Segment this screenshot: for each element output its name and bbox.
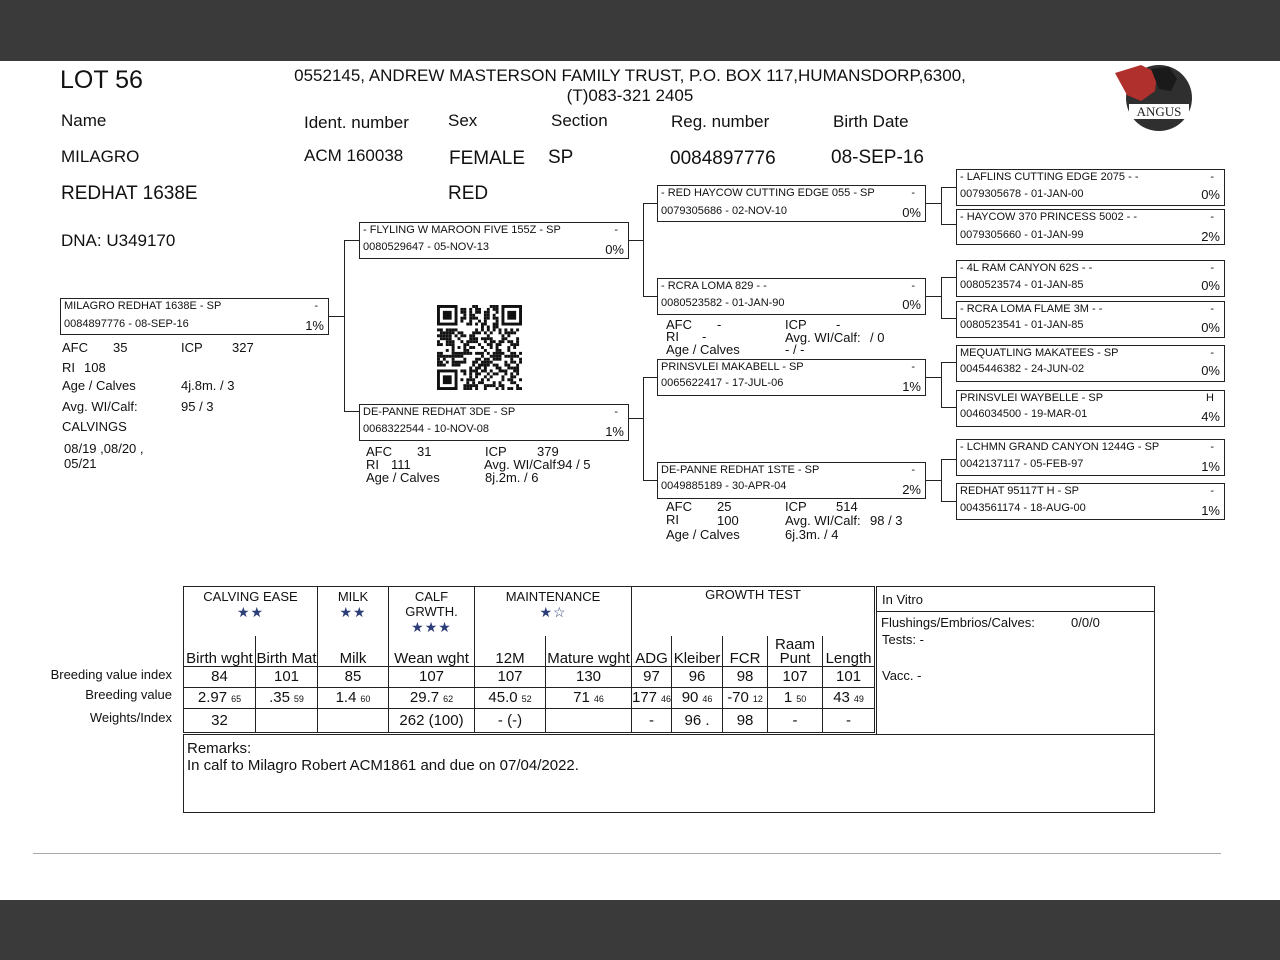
pedigree-ggp-3	[956, 260, 1225, 297]
bv-cell-text: 43	[833, 689, 850, 706]
gp-dash: -	[911, 280, 915, 292]
line	[926, 377, 941, 378]
line	[643, 296, 657, 297]
animal-dna: DNA: U349170	[61, 231, 176, 250]
bv-cell-text: Mature wght	[547, 649, 630, 667]
bv-cell	[672, 708, 723, 732]
logo-text: ANGUS	[1136, 104, 1182, 119]
gp-name: PRINSVLEI MAKABELL - SP	[661, 361, 804, 373]
milk-stars-icon: ★★	[339, 604, 367, 620]
gp2-icp: -	[836, 317, 841, 332]
dam-name: DE-PANNE REDHAT 3DE - SP	[363, 406, 516, 418]
bv-cell	[318, 687, 389, 708]
calving-stars-icon: ★★	[236, 604, 265, 620]
gp-reg: 0079305686 - 02-NOV-10	[661, 205, 787, 217]
bv-accuracy: 49	[853, 694, 864, 704]
group-maint-label: MAINTENANCE	[505, 589, 601, 604]
line	[643, 203, 657, 204]
label-sex: Sex	[448, 111, 478, 130]
bv-cell	[632, 636, 672, 666]
group-milk	[318, 587, 389, 637]
bv-cell	[256, 687, 318, 708]
ggp-dash: -	[1210, 303, 1214, 315]
dam-dash: -	[614, 406, 618, 418]
bv-cell-text: ADG	[635, 649, 668, 667]
bv-cell-text: 96 .	[684, 711, 710, 729]
bv-cell-text: 107	[782, 668, 808, 685]
sire-reg: 0080529647 - 05-NOV-13	[363, 241, 489, 253]
bv-cell-text: .35	[269, 689, 290, 706]
group-calving-label: CALVING EASE	[203, 589, 298, 604]
bv-cell	[256, 636, 318, 666]
label-section: Section	[551, 111, 608, 130]
owner-line-1: 0552145, ANDREW MASTERSON FAMILY TRUST, P.O. BOX 117,HUMANSDORP,6300,	[294, 66, 966, 85]
gp4-afc: 25	[717, 499, 732, 514]
dam-age: 8j.2m. / 6	[485, 470, 539, 485]
bottom-bar	[0, 900, 1280, 960]
ggp-pct: 0%	[1201, 363, 1220, 378]
bv-cell	[546, 636, 632, 666]
bv-cell	[256, 666, 318, 687]
pedigree-ggp-8	[956, 483, 1225, 520]
animal-section: SP	[548, 147, 574, 168]
tests-value: Tests: -	[882, 632, 924, 647]
bv-cell	[184, 666, 256, 687]
animal-colour: RED	[448, 183, 489, 204]
bv-cell	[768, 708, 823, 732]
gp4-avg-label: Avg. WI/Calf:	[785, 513, 861, 528]
subject-afc: 35	[113, 340, 128, 355]
bv-cell-text: 84	[211, 668, 228, 685]
gp2-afc-label: AFC	[666, 317, 692, 332]
label-ident: Ident. number	[304, 113, 409, 132]
gp-pct: 0%	[902, 297, 921, 312]
animal-birth: 08-SEP-16	[831, 147, 924, 168]
line	[941, 277, 942, 319]
bv-cell	[768, 666, 823, 687]
bv-accuracy: 52	[521, 694, 532, 704]
bv-cell-text: 71	[573, 689, 590, 706]
bv-cell-text: Wean wght	[394, 649, 469, 667]
gp2-icp-label: ICP	[785, 317, 807, 332]
gp-pct: 1%	[902, 379, 921, 394]
ggp-pct: 4%	[1201, 409, 1220, 424]
ggp-name: MEQUATLING MAKATEES - SP	[960, 347, 1119, 359]
gp-pct: 0%	[902, 205, 921, 220]
line	[941, 407, 956, 408]
animal-name-2: REDHAT 1638E	[61, 183, 198, 204]
line	[643, 480, 657, 481]
bv-cell	[475, 636, 546, 666]
subject-calvings-1: 08/19 ,08/20 ,	[64, 441, 144, 456]
ggp-pct: 0%	[1201, 320, 1220, 335]
line	[941, 187, 956, 188]
ggp-dash: -	[1210, 211, 1214, 223]
qr-code-icon	[436, 305, 523, 390]
pedigree-gp-3	[657, 359, 926, 396]
bv-cell-text: FCR	[729, 649, 761, 667]
remarks-box	[183, 734, 1155, 813]
bv-accuracy: 65	[231, 694, 242, 704]
line	[926, 203, 941, 204]
ggp-name: - 4L RAM CANYON 62S - -	[960, 262, 1093, 274]
gp4-afc-label: AFC	[666, 499, 692, 514]
bv-cell	[823, 687, 875, 708]
pedigree-gp-4	[657, 462, 926, 499]
bv-cell	[184, 636, 256, 666]
ggp-pct: 2%	[1201, 229, 1220, 244]
dam-age-label: Age / Calves	[366, 470, 440, 485]
gp4-avg: 98 / 3	[870, 513, 903, 528]
line	[643, 377, 644, 481]
dam-avg: 94 / 5	[558, 457, 591, 472]
bv-cell	[546, 687, 632, 708]
gp-pct: 2%	[902, 482, 921, 497]
bv-cell	[768, 636, 823, 666]
flush-label: Flushings/Embrios/Calves:	[881, 615, 1035, 630]
line	[941, 459, 942, 502]
gp-reg: 0065622417 - 17-JUL-06	[661, 377, 784, 389]
pedigree-gp-1	[657, 185, 926, 222]
bv-cell	[546, 666, 632, 687]
gp-dash: -	[911, 187, 915, 199]
line	[941, 362, 956, 363]
bv-accuracy: 62	[443, 694, 454, 704]
ggp-reg: 0079305660 - 01-JAN-99	[960, 229, 1084, 241]
bv-cell-text: 98	[736, 711, 754, 729]
label-birth: Birth Date	[833, 112, 909, 131]
subject-icp: 327	[232, 340, 254, 355]
bv-cell-text: -	[649, 711, 655, 729]
bv-cell	[184, 708, 256, 732]
bv-accuracy: 59	[293, 694, 304, 704]
bv-accuracy: 46	[702, 694, 713, 704]
bv-cell	[723, 687, 768, 708]
bv-cell-text: Length	[825, 649, 872, 667]
ggp-name: REDHAT 95117T H - SP	[960, 485, 1080, 497]
group-milk-label: MILK	[337, 589, 369, 604]
bv-cell-text: 130	[575, 668, 602, 685]
bv-cell-text: Milk	[339, 649, 367, 667]
bv-cell-text: 177	[632, 689, 658, 706]
gp-name: - RED HAYCOW CUTTING EDGE 055 - SP	[661, 187, 875, 199]
dam-ri: 111	[391, 457, 411, 472]
bv-cell	[475, 708, 546, 732]
pedigree-ggp-2	[956, 209, 1225, 245]
bv-cell	[632, 666, 672, 687]
gp-reg: 0080523582 - 01-JAN-90	[661, 297, 785, 309]
line	[941, 362, 942, 408]
bv-cell	[632, 687, 672, 708]
bv-cell-text: 90	[681, 689, 699, 706]
animal-name-1: MILAGRO	[61, 147, 140, 166]
subject-avg: 95 / 3	[181, 399, 214, 414]
row-label-weights: Weights/Index	[89, 710, 172, 725]
ggp-name: - LCHMN GRAND CANYON 1244G - SP	[960, 441, 1160, 453]
row-label-index: Breeding value index	[50, 667, 172, 682]
bv-cell	[723, 666, 768, 687]
gp4-icp-label: ICP	[785, 499, 807, 514]
subject-dash: -	[314, 300, 318, 312]
maint-stars-icon: ★☆	[539, 604, 567, 620]
bv-cell	[184, 687, 256, 708]
bv-cell-text: 96	[688, 668, 706, 685]
line	[344, 411, 359, 412]
bv-cell-text: 97	[643, 668, 660, 685]
dam-icp-label: ICP	[485, 444, 507, 459]
gp2-age: - / -	[785, 342, 805, 357]
gp2-afc: -	[717, 317, 722, 332]
group-calf	[389, 587, 475, 637]
top-bar	[0, 0, 1280, 61]
ggp-pct: 1%	[1201, 503, 1220, 518]
bv-cell	[768, 687, 823, 708]
ggp-name: PRINSVLEI WAYBELLE - SP	[960, 392, 1104, 404]
line	[344, 240, 359, 241]
bv-cell-text: 98	[736, 668, 754, 685]
bv-cell	[672, 636, 723, 666]
ggp-dash: -	[1210, 441, 1214, 453]
bv-cell	[389, 636, 475, 666]
line	[629, 240, 643, 241]
sire-dash: -	[614, 224, 618, 236]
dam-afc: 31	[417, 444, 432, 459]
bv-cell-text: 12M	[495, 649, 525, 667]
dam-reg: 0068322544 - 10-NOV-08	[363, 423, 489, 435]
bv-cell-text: 101	[836, 668, 862, 685]
group-calf-label: CALF GRWTH.	[405, 589, 458, 619]
ggp-reg: 0045446382 - 24-JUN-02	[960, 363, 1085, 375]
ggp-reg: 0079305678 - 01-JAN-00	[960, 188, 1084, 200]
bv-cell-text: 262 (100)	[399, 711, 464, 729]
ggp-pct: 0%	[1201, 187, 1220, 202]
bv-accuracy: 46	[661, 694, 672, 704]
line	[941, 501, 956, 502]
subject-age: 4j.8m. / 3	[181, 378, 235, 393]
subject-ri: 108	[84, 360, 106, 375]
vacc-value: Vacc. -	[882, 668, 922, 683]
pedigree-ggp-6	[956, 390, 1225, 427]
bv-accuracy: 60	[360, 694, 371, 704]
bv-cell-text: -	[846, 711, 852, 729]
ggp-dash: -	[1210, 485, 1214, 497]
pedigree-ggp-7	[956, 439, 1225, 476]
line	[329, 316, 344, 317]
gp2-ri-label: RI	[666, 329, 679, 344]
divider	[33, 853, 1221, 854]
gp2-avg-label: Avg. WI/Calf:	[785, 330, 861, 345]
invitro-label: In Vitro	[882, 592, 923, 607]
invitro-header	[876, 586, 1155, 612]
bv-cell	[389, 708, 475, 732]
bv-cell-text: 45.0	[488, 689, 518, 706]
line	[941, 277, 956, 278]
pedigree-ggp-1	[956, 169, 1225, 206]
label-reg: Reg. number	[671, 112, 770, 131]
bv-cell-text: 2.97	[197, 689, 228, 706]
gp-dash: -	[911, 361, 915, 373]
label-name: Name	[61, 111, 107, 130]
bv-cell	[672, 666, 723, 687]
line	[941, 224, 956, 225]
gp4-age: 6j.3m. / 4	[785, 527, 839, 542]
gp2-avg: / 0	[870, 330, 885, 345]
bv-cell-text: 101	[273, 668, 300, 685]
gp-name: DE-PANNE REDHAT 1STE - SP	[661, 464, 820, 476]
ggp-dash: -	[1210, 262, 1214, 274]
remarks-label: Remarks:	[187, 740, 252, 757]
dam-icp: 379	[537, 444, 559, 459]
subject-reg: 0084897776 - 08-SEP-16	[64, 318, 189, 330]
bv-cell-text: 32	[211, 711, 228, 729]
line	[643, 377, 657, 378]
sire-pct: 0%	[605, 242, 624, 257]
ggp-dash: -	[1210, 347, 1214, 359]
bv-accuracy: 12	[752, 694, 763, 704]
bv-cell	[318, 666, 389, 687]
row-label-value: Breeding value	[85, 687, 172, 702]
dam-pct: 1%	[605, 424, 624, 439]
bv-cell-text: -	[792, 711, 798, 729]
bv-cell	[723, 636, 768, 666]
ggp-pct: 1%	[1201, 459, 1220, 474]
subject-avg-label: Avg. WI/Calf:	[62, 399, 138, 414]
pedigree-sire	[359, 222, 629, 259]
pedigree-gp-2	[657, 278, 926, 315]
subject-icp-label: ICP	[181, 340, 203, 355]
animal-sex: FEMALE	[449, 148, 526, 169]
calf-stars-icon: ★★★	[411, 619, 452, 635]
line	[941, 187, 942, 225]
bv-cell	[389, 666, 475, 687]
bv-cell-text: 29.7	[409, 689, 440, 706]
lot-number: LOT 56	[60, 66, 143, 94]
bv-cell-text: 107	[418, 668, 445, 685]
subject-pct: 1%	[305, 318, 324, 333]
line	[344, 240, 345, 412]
bv-cell-text: 85	[344, 668, 362, 685]
bv-cell	[318, 636, 389, 666]
subject-age-label: Age / Calves	[62, 378, 136, 393]
ggp-name: - RCRA LOMA FLAME 3M - -	[960, 303, 1103, 315]
bv-accuracy: 50	[796, 694, 807, 704]
gp4-ri: 100	[717, 513, 739, 528]
subject-calvings-2: 05/21	[64, 456, 97, 471]
bv-cell	[632, 708, 672, 732]
invitro-panel	[876, 611, 1155, 735]
gp4-ri-label: RI	[666, 512, 679, 527]
ggp-reg: 0042137117 - 05-FEB-97	[960, 458, 1084, 470]
group-calving	[184, 587, 318, 637]
bv-cell	[389, 687, 475, 708]
bv-cell-text: - (-)	[497, 711, 523, 729]
bv-cell	[672, 687, 723, 708]
angus-logo-icon	[1111, 61, 1197, 131]
group-maintenance	[475, 587, 632, 637]
bv-accuracy: 46	[593, 694, 604, 704]
bv-cell	[475, 666, 546, 687]
animal-reg: 0084897776	[670, 148, 776, 169]
pedigree-dam	[359, 404, 629, 441]
ggp-dash: H	[1206, 392, 1214, 404]
bv-cell-text: 107	[497, 668, 523, 685]
bv-cell	[475, 687, 546, 708]
pedigree-ggp-5	[956, 345, 1225, 382]
group-growth	[632, 587, 875, 637]
gp2-ri: -	[702, 329, 707, 344]
owner-info	[260, 66, 1000, 106]
line	[643, 203, 644, 297]
gp4-icp: 514	[836, 499, 858, 514]
gp-reg: 0049885189 - 30-APR-04	[661, 480, 787, 492]
bv-cell-text: Birth wght	[186, 649, 253, 667]
subject-afc-label: AFC	[62, 340, 88, 355]
bv-cell-text: Raam Punt	[775, 635, 816, 667]
group-growth-label: GROWTH TEST	[705, 587, 801, 602]
ggp-reg: 0080523574 - 01-JAN-85	[960, 279, 1084, 291]
line	[941, 318, 956, 319]
dam-ri-label: RI	[366, 457, 379, 472]
breeding-value-table	[183, 586, 875, 733]
bv-cell	[318, 708, 389, 732]
line	[926, 480, 941, 481]
ggp-dash: -	[1210, 171, 1214, 183]
subject-ri-label: RI	[62, 360, 75, 375]
bv-cell	[823, 666, 875, 687]
bv-cell-text: Birth Mat	[256, 649, 317, 667]
bv-cell	[823, 636, 875, 666]
gp4-age-label: Age / Calves	[666, 527, 740, 542]
ggp-reg: 0046034500 - 19-MAR-01	[960, 408, 1088, 420]
line	[926, 296, 941, 297]
line	[941, 459, 956, 460]
remarks-text: In calf to Milagro Robert ACM1861 and due on 07/04/2022.	[187, 757, 579, 774]
pedigree-ggp-4	[956, 301, 1225, 338]
animal-ident: ACM 160038	[304, 146, 404, 165]
line	[629, 418, 643, 419]
bv-cell-text: Kleiber	[673, 649, 721, 667]
subject-name: MILAGRO REDHAT 1638E - SP	[64, 300, 222, 312]
dam-avg-label: Avg. WI/Calf:	[484, 457, 560, 472]
bv-cell	[546, 708, 632, 732]
subject-calvings-label: CALVINGS	[62, 419, 127, 434]
ggp-reg: 0080523541 - 01-JAN-85	[960, 319, 1084, 331]
owner-line-2: (T)083-321 2405	[566, 86, 694, 105]
ggp-name: - LAFLINS CUTTING EDGE 2075 - -	[960, 171, 1139, 183]
bv-cell	[256, 708, 318, 732]
bv-cell-text: 1.4	[335, 689, 357, 706]
pedigree-subject	[60, 298, 329, 335]
flush-value: 0/0/0	[1071, 615, 1100, 630]
gp-dash: -	[911, 464, 915, 476]
ggp-reg: 0043561174 - 18-AUG-00	[960, 502, 1086, 514]
ggp-pct: 0%	[1201, 278, 1220, 293]
sire-name: - FLYLING W MAROON FIVE 155Z - SP	[363, 224, 561, 236]
bv-cell-text: -70	[727, 689, 749, 706]
gp2-age-label: Age / Calves	[666, 342, 740, 357]
bv-cell	[723, 708, 768, 732]
dam-afc-label: AFC	[366, 444, 392, 459]
ggp-name: - HAYCOW 370 PRINCESS 5002 - -	[960, 211, 1138, 223]
bv-cell	[823, 708, 875, 732]
gp-name: - RCRA LOMA 829 - -	[661, 280, 767, 292]
bv-cell-text: 1	[783, 689, 793, 706]
